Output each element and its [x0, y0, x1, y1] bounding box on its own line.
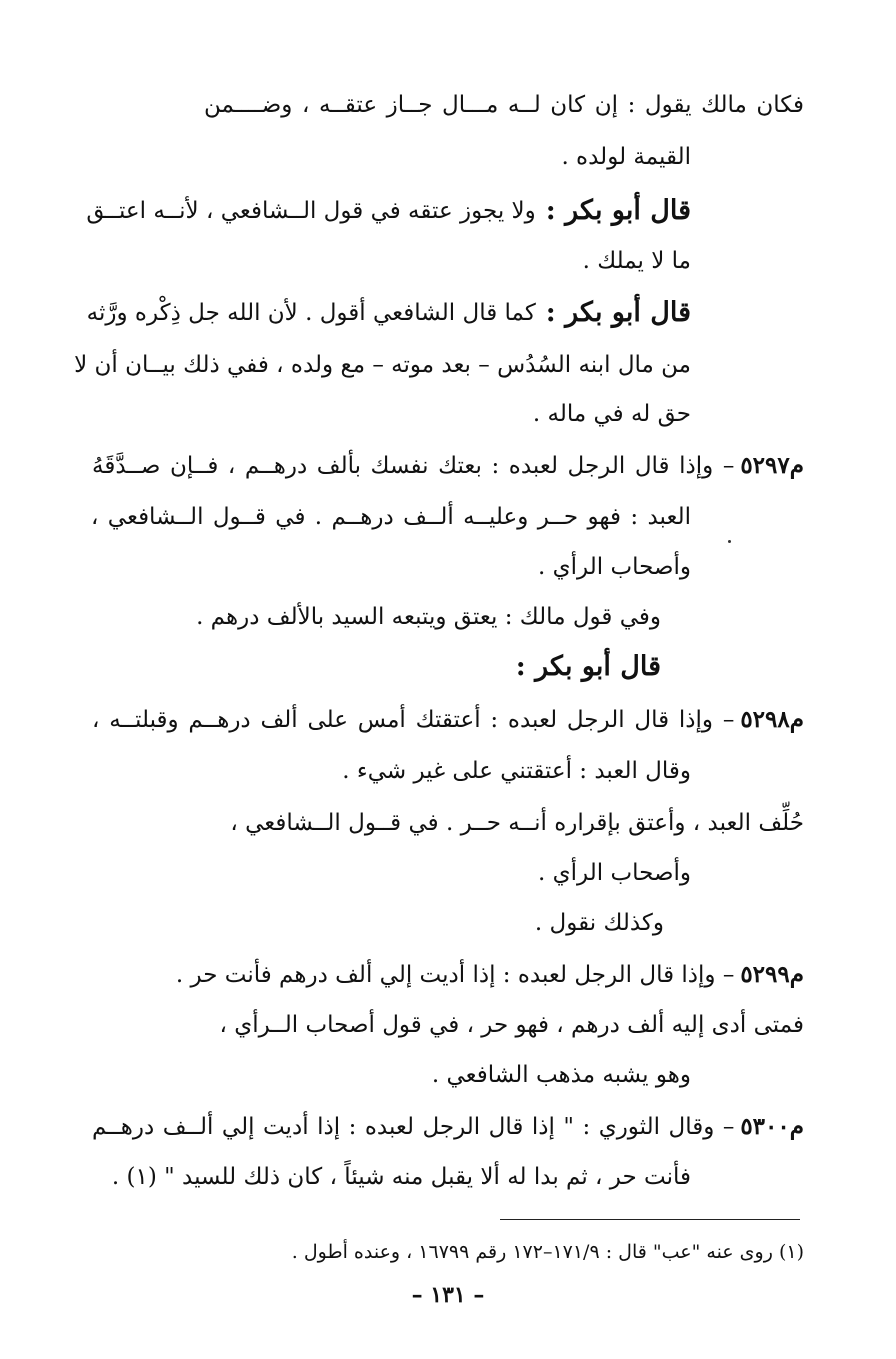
text-line: [86, 296, 691, 330]
issue-line: [176, 958, 804, 992]
footnote-separator: [500, 1219, 800, 1220]
text-segment: كما قال الشافعي أقول . لأن الله جل ذِكْره ورَّثه: [86, 300, 536, 326]
footnote: (١) روى عنه "عب" قال : ١٧١/٩–١٧٢ رقم ١٦٧٩٩ ، وعنده أطول .: [291, 1241, 804, 1263]
issue-line: [92, 703, 804, 737]
text-line: حُلِّف العبد ، وأعتق بإقراره أنــه حــر . في قــول الــشافعي ،: [230, 810, 804, 836]
issue-number: م٥٢٩٩: [740, 961, 804, 988]
issue-number: م٥٣٠٠: [740, 1113, 804, 1140]
text-line: حق له في ماله .: [532, 401, 691, 427]
page-number: – ١٣١ –: [411, 1282, 485, 1308]
text-segment: – وإذا قال الرجل لعبده : إذا أديت إلي ألف درهم فأنت حر .: [175, 962, 735, 988]
issue-line: [92, 449, 804, 483]
text-line: [86, 194, 691, 228]
text-line: من مال ابنه السُدُس – بعد موته – مع ولده ، ففي ذلك بيــان أن لا: [74, 352, 691, 378]
text-line: وكذلك نقول .: [534, 910, 664, 936]
text-line: وقال العبد : أعتقتني على غير شيء .: [342, 758, 691, 784]
text-line: وأصحاب الرأي .: [538, 860, 691, 886]
speaker-label: قال أبو بكر :: [515, 651, 661, 682]
text-line: القيمة لولده .: [561, 144, 691, 170]
speaker-label: قال أبو بكر :: [545, 297, 691, 328]
text-line: وهو يشبه مذهب الشافعي .: [431, 1062, 691, 1088]
text-segment: – وإذا قال الرجل لعبده : أعتقتك أمس على ألف درهــم وقبلتــه ،: [92, 707, 735, 733]
text-segment: – وقال الثوري : " إذا قال الرجل لعبده : إذا أديت إلي ألــف درهــم: [92, 1114, 735, 1140]
ink-speck: [728, 540, 731, 543]
text-line: فمتى أدى إليه ألف درهم ، فهو حر ، في قول أصحاب الــرأي ،: [219, 1012, 804, 1038]
text-line: وفي قول مالك : يعتق ويتبعه السيد بالألف درهم .: [196, 604, 661, 630]
text-line: العبد : فهو حــر وعليــه ألــف درهــم . في قــول الــشافعي ،: [91, 504, 691, 530]
text-line: فكان مالك يقول : إن كان لــه مـــال جــاز عتقــه ، وضــــمن: [204, 92, 804, 118]
text-segment: – وإذا قال الرجل لعبده : بعتك نفسك بألف درهــم ، فــإن صــدَّقَهُ: [92, 453, 735, 479]
issue-line: [92, 1110, 804, 1144]
text-line: ما لا يملك .: [582, 248, 691, 274]
issue-number: م٥٢٩٧: [740, 452, 804, 479]
speaker-label: قال أبو بكر :: [545, 195, 691, 226]
issue-number: م٥٢٩٨: [740, 706, 804, 733]
text-segment: ولا يجوز عتقه في قول الــشافعي ، لأنــه اعتــق: [86, 198, 536, 224]
text-line: وأصحاب الرأي .: [538, 554, 691, 580]
text-line: فأنت حر ، ثم بدا له ألا يقبل منه شيئاً ، كان ذلك للسيد " (١) .: [111, 1164, 691, 1190]
